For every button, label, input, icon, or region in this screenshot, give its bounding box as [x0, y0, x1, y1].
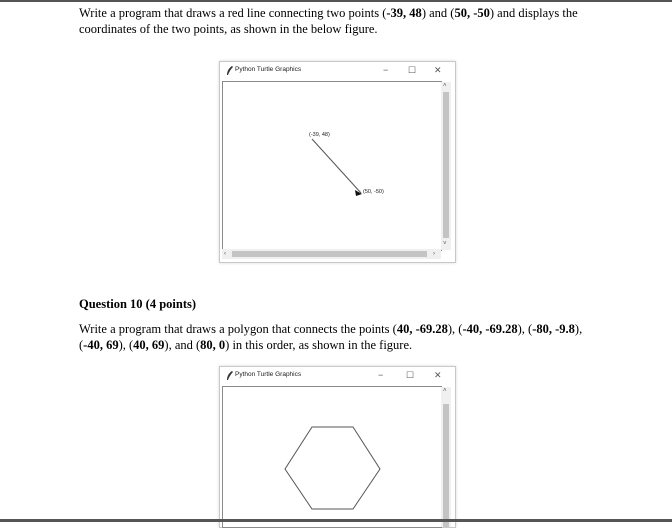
- top-border: [0, 0, 672, 2]
- scroll-down-icon[interactable]: ˅: [443, 241, 447, 247]
- question9-text: Write a program that draws a red line connecting two points (-39, 48) and (50, -50) and displays the coordinates of the two points, as shown in the below figure.: [79, 6, 578, 36]
- red-line: [312, 139, 361, 193]
- vertical-scrollbar-2[interactable]: [441, 387, 451, 527]
- turtle-canvas-2[interactable]: [222, 386, 442, 528]
- horizontal-scrollbar-1[interactable]: [222, 249, 441, 259]
- scroll-up-icon[interactable]: ˄: [443, 388, 447, 394]
- horizontal-scroll-thumb-1[interactable]: [232, 251, 427, 257]
- window1-titlebar[interactable]: [220, 62, 455, 80]
- turtle-window-2: [219, 366, 456, 528]
- vertical-scroll-thumb-2[interactable]: [443, 404, 449, 527]
- turtle-window-1: [219, 61, 456, 263]
- canvas1-drawing: [223, 82, 441, 250]
- scroll-right-icon[interactable]: ›: [433, 251, 435, 257]
- canvas2-drawing: [223, 387, 441, 527]
- scroll-left-icon[interactable]: ‹: [224, 251, 226, 257]
- maximize-button[interactable]: ☐: [408, 65, 417, 75]
- feather-icon: [226, 66, 234, 76]
- vertical-scrollbar-1[interactable]: [441, 82, 451, 250]
- window1-title: Python Turtle Graphics: [235, 66, 302, 73]
- vertical-scroll-thumb-1[interactable]: [443, 92, 449, 238]
- window2-title: Python Turtle Graphics: [235, 371, 302, 378]
- minimize-button[interactable]: −: [378, 370, 384, 380]
- hexagon-polygon: [285, 427, 380, 509]
- feather-icon: [226, 371, 234, 381]
- start-coordinate-label: (-39, 48): [309, 132, 330, 138]
- turtle-canvas-1[interactable]: [222, 81, 442, 251]
- maximize-button[interactable]: ☐: [406, 370, 415, 380]
- minimize-button[interactable]: −: [383, 65, 389, 75]
- window2-titlebar[interactable]: [220, 367, 455, 385]
- question10-text: Write a program that draws a polygon that connects the points (40, -69.28), (-40, -69.28), (-80, -9.8), (-40, 69), (40, 69), and (80, 0) in this order, as shown in the figure.: [79, 322, 583, 352]
- question10-heading: Question 10 (4 points): [79, 297, 197, 311]
- close-button[interactable]: ✕: [434, 65, 442, 75]
- end-coordinate-label: (50, -50): [363, 189, 384, 195]
- scroll-up-icon[interactable]: ˄: [443, 83, 447, 89]
- close-button[interactable]: ✕: [434, 370, 442, 380]
